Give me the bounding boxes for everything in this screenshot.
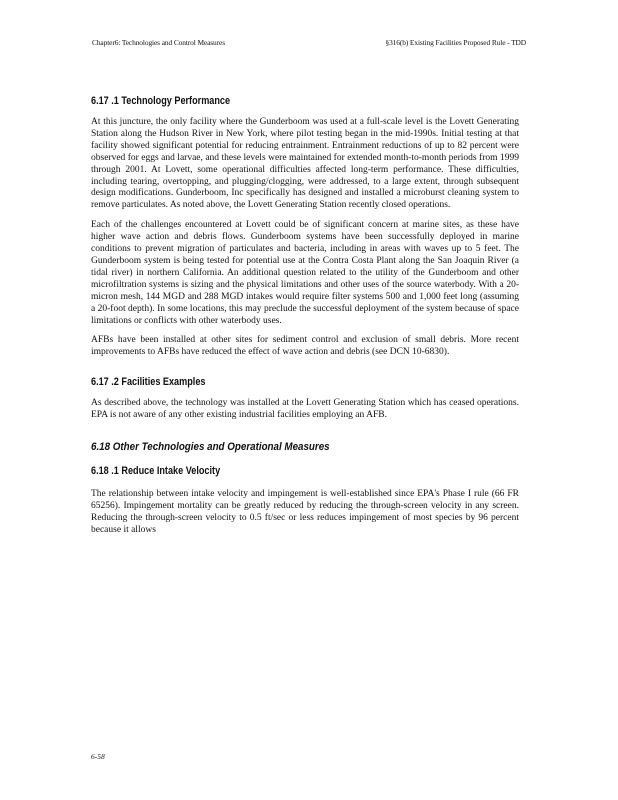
page-body — [91, 94, 519, 537]
page-number: 6-58 — [91, 752, 105, 761]
running-head-document-title: §316(b) Existing Facilities Proposed Rule - TDD — [385, 38, 526, 47]
heading-6-18-1: 6.18 .1 Reduce Intake Velocity — [91, 465, 221, 478]
paragraph-afb-installations: AFBs have been installed at other sites for sediment control and exclusion of small debris. More recent improvements to AFBs have reduced the effect of wave action and debris (see DCN 10-6830). — [91, 335, 519, 358]
paragraph-marine-challenges: Each of the challenges encountered at Lovett could be of significant concern at marine sites, as these have higher wave action and debris flows. Gunderboom systems have been successfully deployed in marine conditions to prevent migration of particulates and bacteria, including in areas with waves up to 5 feet. The Gunderboom system is being tested for potential use at the Contra Costa Plant along the San Joaquin River (a tidal river) in northern California. An additional question related to the utility of the Gunderboom and other microfiltration systems is sizing and the physical limitations and other uses of the source waterbody. With a 20-micron mesh, 144 MGD and 288 MGD intakes would require filter systems 500 and 1,000 feet long (assuming a 20-foot depth). In some locations, this may preclude the successful deployment of the system because of space limitations or conflicts with other waterbody uses. — [91, 220, 519, 326]
heading-6-17-1: 6.17 .1 Technology Performance — [91, 95, 231, 107]
paragraph-intake-velocity: The relationship between intake velocity and impingement is well-established since EPA's Phase I rule (66 FR 65256). Impingement mortality can be greatly reduced by reducing the through-screen velocity in any screen. Reducing the through-screen velocity to 0.5 ft/sec or less reduces impingement of most species by 96 percent because it allows — [91, 489, 519, 535]
heading-6-18: 6.18 Other Technologies and Operational Measures — [91, 441, 330, 454]
running-head-chapter: Chapter6: Technologies and Control Measures — [92, 38, 225, 47]
paragraph-lovett-performance: At this juncture, the only facility where the Gunderboom was used at a full-scale level is the Lovett Generating Station along the Hudson River in New York, where pilot testing began in the mid-1990s. Initial testing at that facility showed significant potential for reducing entrainment. Entrainment reductions of up to 82 percent were observed for eggs and larvae, and these levels were maintained for extended month-to-month periods from 1999 through 2001. At Lovett, some operational difficulties affected long-term performance. These difficulties, including tearing, overtopping, and plugging/clogging, were addressed, to a large extent, through subsequent design modifications. Gunderboom, Inc specifically has designed and installed a microburst cleaning system to remove particulates. As noted above, the Lovett Generating Station recently closed operations. — [91, 117, 519, 211]
heading-6-17-2: 6.17 .2 Facilities Examples — [91, 376, 206, 389]
paragraph-facilities-examples: As described above, the technology was installed at the Lovett Generating Station which has ceased operations. EPA is not aware of any other existing industrial facilities employing an AFB. — [91, 398, 519, 421]
running-head — [92, 38, 526, 50]
